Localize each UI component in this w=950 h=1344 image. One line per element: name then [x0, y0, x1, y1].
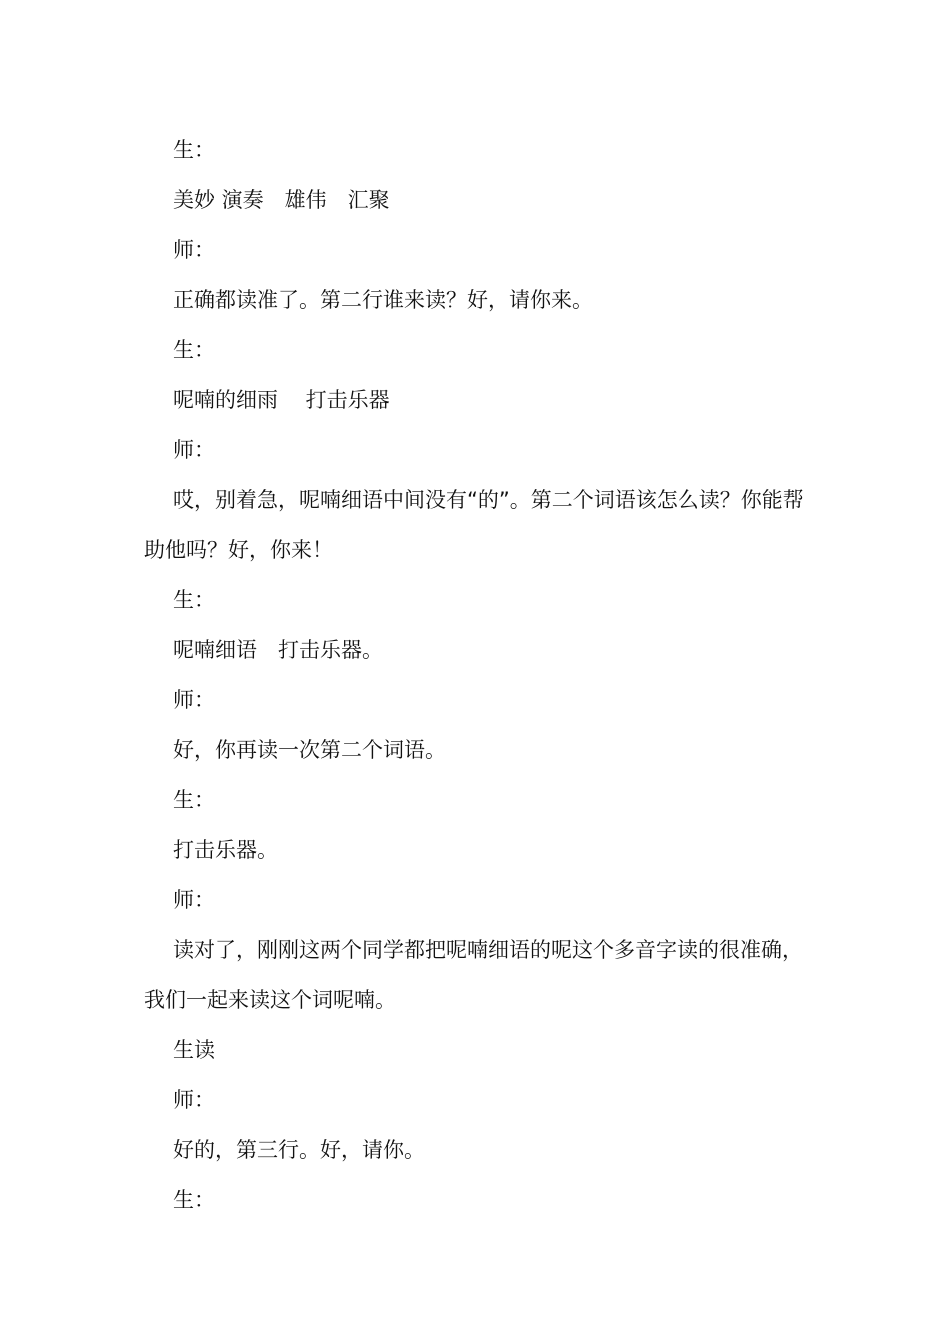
speaker-label: 师： — [173, 888, 215, 912]
speaker-label: 生： — [173, 1188, 215, 1212]
speaker-label: 师： — [173, 1088, 215, 1112]
dialogue-text: 呢喃的细雨 打击乐器 — [173, 388, 390, 412]
speaker-label: 师： — [173, 438, 215, 462]
dialogue-text: 哎，别着急，呢喃细语中间没有“的”。第二个词语该怎么读？你能帮助他吗？好，你来！ — [144, 488, 804, 562]
dialogue-text: 打击乐器。 — [173, 838, 278, 862]
speaker-label: 生： — [173, 588, 215, 612]
dialogue-text: 好的，第三行。好，请你。 — [173, 1138, 425, 1162]
dialogue-text: 好，你再读一次第二个词语。 — [173, 738, 446, 762]
speaker-label: 师： — [173, 238, 215, 262]
dialogue-text: 呢喃细语 打击乐器。 — [173, 638, 383, 662]
speaker-label: 生： — [173, 338, 215, 362]
dialogue-text: 正确都读准了。第二行谁来读？好，请你来。 — [173, 288, 593, 312]
document-body — [144, 125, 810, 1225]
dialogue-text: 读对了，刚刚这两个同学都把呢喃细语的呢这个多音字读的很准确，我们一起来读这个词呢喃。 — [144, 938, 803, 1012]
speaker-label: 师： — [173, 688, 215, 712]
speaker-label: 生： — [173, 138, 215, 162]
dialogue-text: 生读 — [173, 1038, 215, 1062]
speaker-label: 生： — [173, 788, 215, 812]
dialogue-text: 美妙 演奏 雄伟 汇聚 — [173, 188, 390, 212]
